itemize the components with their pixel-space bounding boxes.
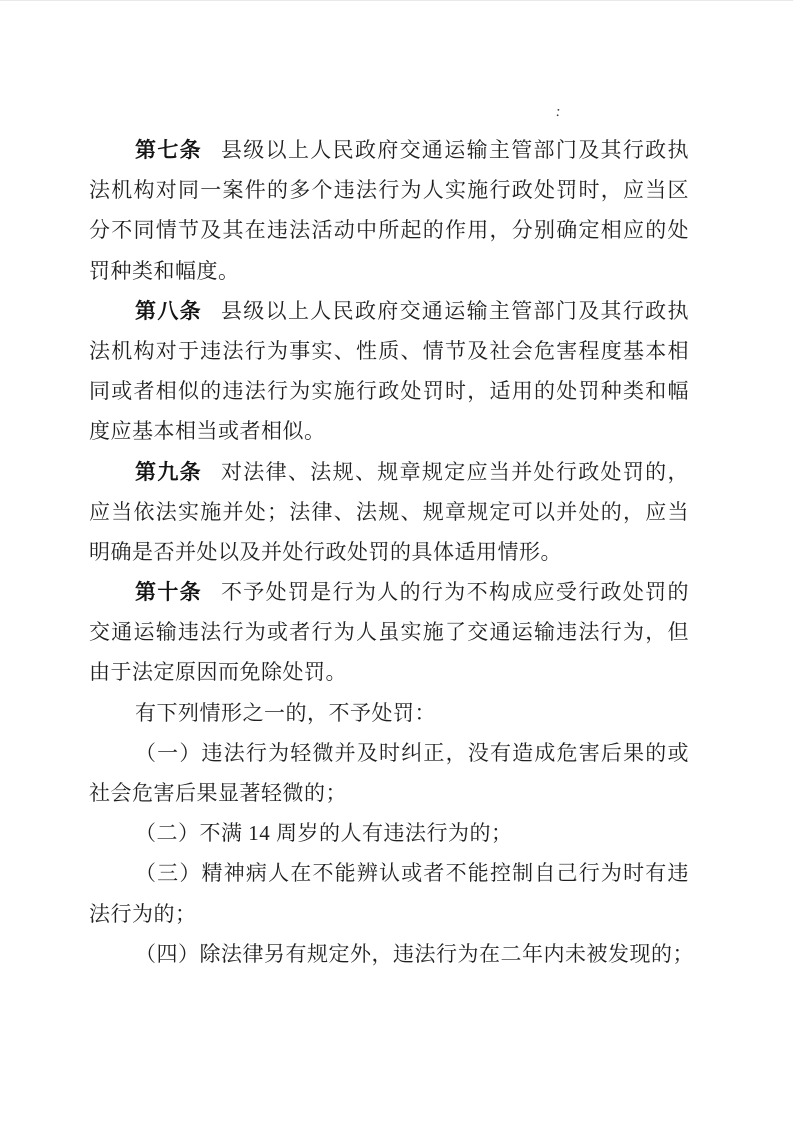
item-3-line-1 xyxy=(89,853,689,893)
text-line: 县级以上人民政府交通运输主管部门及其行政执 xyxy=(220,138,690,162)
text-line: 不予处罚是行为人的行为不构成应受行政处罚的 xyxy=(220,580,690,605)
text-line: 交通运输违法行为或者行为人虽实施了交通运输违法行为，但 xyxy=(89,620,689,645)
article-7-line-4 xyxy=(89,251,689,291)
article-8-line-1 xyxy=(89,291,689,331)
text-line: 法机构对同一案件的多个违法行为人实施行政处罚时，应当区 xyxy=(89,178,689,203)
article-8-line-2 xyxy=(89,331,689,371)
article-10-intro-line xyxy=(89,693,689,733)
scan-artifact-mark: : xyxy=(554,103,562,121)
item-3-line-2 xyxy=(89,894,689,934)
text-line: （一）违法行为轻微并及时纠正，没有造成危害后果的或 xyxy=(135,740,689,765)
text-line: 度应基本相当或者相似。 xyxy=(89,419,326,444)
text-line: 分不同情节及其在违法活动中所起的作用，分别确定相应的处 xyxy=(89,218,689,243)
text-line: （二）不满 14 周岁的人有违法行为的； xyxy=(135,821,513,846)
article-10-line-1 xyxy=(89,572,689,612)
text-line: （四）除法律另有规定外，违法行为在二年内未被发现的； xyxy=(135,941,694,966)
text-line: 社会危害后果显著轻微的； xyxy=(89,781,347,805)
item-1-line-2 xyxy=(89,773,689,813)
article-7-line-3 xyxy=(89,210,689,250)
article-9-line-3 xyxy=(89,532,689,572)
document-page xyxy=(89,130,694,974)
article-8-number: 第八条 xyxy=(135,298,202,323)
article-8-line-4 xyxy=(89,411,689,451)
text-line: 应当依法实施并处；法律、法规、规章规定可以并处的，应当 xyxy=(89,499,689,524)
text-line: 罚种类和幅度。 xyxy=(89,258,240,283)
article-10-line-2 xyxy=(89,612,689,652)
article-7-line-2 xyxy=(89,170,689,210)
article-7-line-1 xyxy=(89,130,689,170)
item-1-line-1 xyxy=(89,733,689,773)
article-9-number: 第九条 xyxy=(135,459,202,484)
text-line: 同或者相似的违法行为实施行政处罚时，适用的处罚种类和幅 xyxy=(89,379,689,404)
item-4-line-1 xyxy=(89,934,694,974)
text-line: 有下列情形之一的，不予处罚： xyxy=(135,700,436,725)
text-line: 对法律、法规、规章规定应当并处行政处罚的， xyxy=(220,459,690,484)
text-line: 由于法定原因而免除处罚。 xyxy=(89,660,347,685)
text-line: 法机构对于违法行为事实、性质、情节及社会危害程度基本相 xyxy=(89,338,689,363)
article-7-number: 第七条 xyxy=(135,138,202,162)
article-9-line-2 xyxy=(89,492,689,532)
item-2-line-1 xyxy=(89,813,689,853)
article-8-line-3 xyxy=(89,371,689,411)
article-10-line-3 xyxy=(89,652,689,692)
article-9-line-1 xyxy=(89,452,689,492)
text-line: 县级以上人民政府交通运输主管部门及其行政执 xyxy=(220,298,690,323)
text-line: 法行为的； xyxy=(89,901,197,926)
article-10-number: 第十条 xyxy=(135,580,202,605)
text-line: 明确是否并处以及并处行政处罚的具体适用情形。 xyxy=(89,539,562,564)
scan-edge xyxy=(0,0,793,1)
text-line: （三）精神病人在不能辨认或者不能控制自己行为时有违 xyxy=(135,861,689,886)
